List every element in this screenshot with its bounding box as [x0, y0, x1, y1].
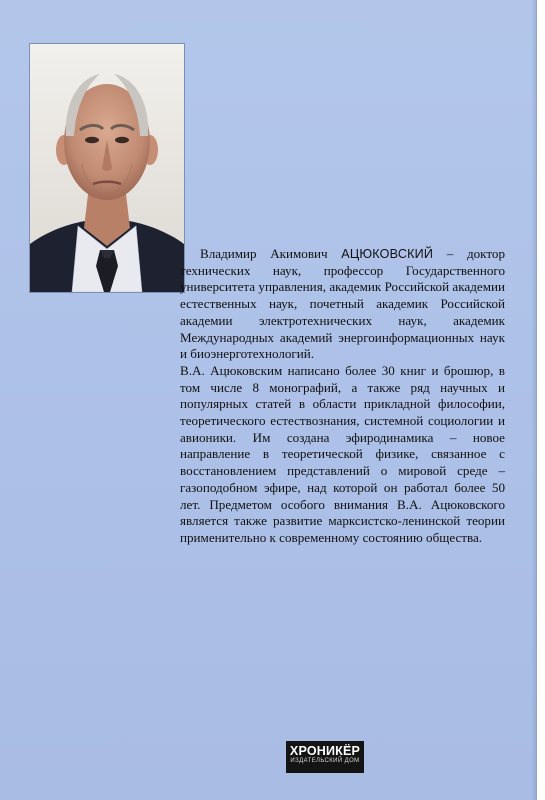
author-portrait-photo	[30, 44, 184, 292]
bio-paragraph-2: В.А. Ацюковским написано более 30 книг и брошюр, в том числе 8 монографий, а также ряд научных и популярных статей в области прикладной философии, теоретического естествознания, системной социологии и авионики. Им создана эфиродинамика – новое направление в теоретической физике, связанное с восстановлением представлений о мировой среде – газоподобном эфире, над которой он работал более 50 лет. Предметом особого внимания В.А. Ацюковского является также развитие марксистско-ленинской теории применительно к современному состоянию общества.	[180, 362, 505, 545]
bio-intro-text: – доктор технических наук, профессор Государственного университета управления, академик Российской академии естественных наук, почетный академик Российской академии электротехнических наук, академик Международных академий энергоинформационных наук и биоэнерготехнологий.	[180, 246, 505, 362]
author-biography	[180, 246, 505, 547]
portrait-icon	[30, 44, 184, 292]
publisher-logo	[286, 741, 364, 773]
publisher-name: ХРОНИКЁР	[289, 744, 361, 758]
cover-edge	[531, 0, 536, 800]
publisher-subtitle: ИЗДАТЕЛЬСКИЙ ДОМ	[290, 758, 360, 764]
author-surname: АЦЮКОВСКИЙ	[341, 247, 434, 261]
author-first-names: Владимир Акимович	[200, 246, 342, 261]
bio-paragraph-1	[180, 246, 505, 363]
